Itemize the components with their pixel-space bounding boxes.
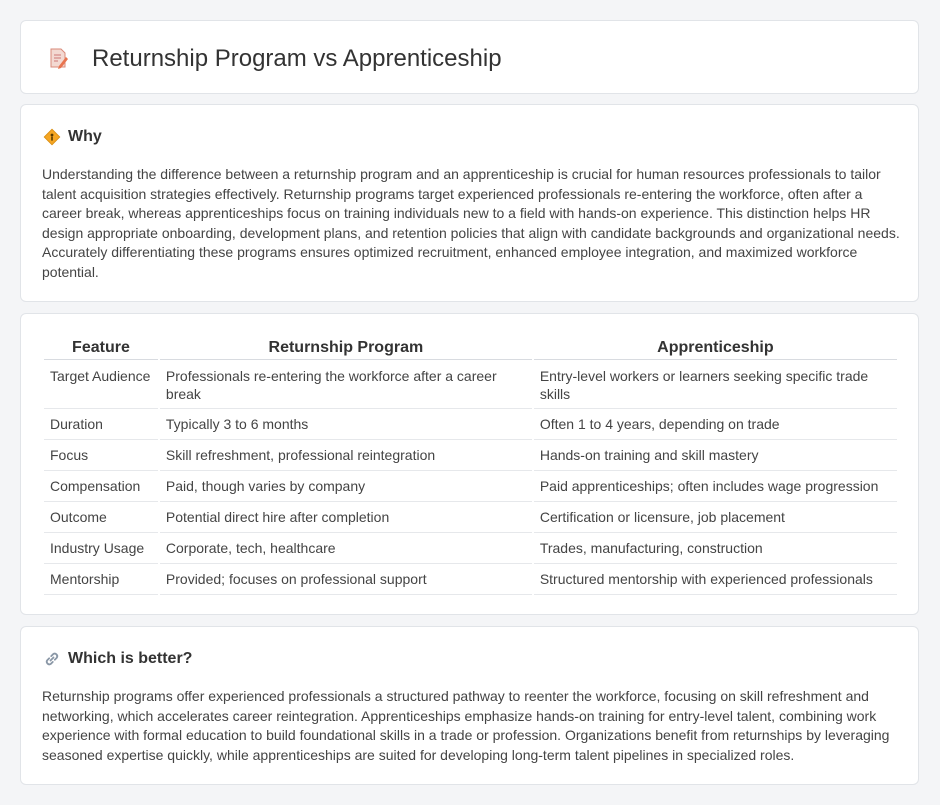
document-pencil-icon [47, 47, 69, 69]
comparison-table-card [20, 313, 919, 615]
table-row [44, 409, 897, 440]
table-row [44, 471, 897, 502]
returnship-cell: Potential direct hire after completion [160, 502, 532, 533]
feature-cell: Mentorship [44, 564, 158, 595]
apprenticeship-cell: Paid apprenticeships; often includes wage progression [534, 471, 897, 502]
column-header-feature: Feature [44, 333, 158, 360]
table-row [44, 360, 897, 409]
which-is-better-section [20, 626, 919, 785]
column-header-apprenticeship: Apprenticeship [534, 333, 897, 360]
column-header-returnship: Returnship Program [160, 333, 532, 360]
page-title: Returnship Program vs Apprenticeship [92, 45, 502, 72]
returnship-cell: Typically 3 to 6 months [160, 409, 532, 440]
feature-cell: Target Audience [44, 360, 158, 409]
returnship-cell: Corporate, tech, healthcare [160, 533, 532, 564]
table-row [44, 440, 897, 471]
why-section [20, 104, 919, 302]
apprenticeship-cell: Entry-level workers or learners seeking specific trade skills [534, 360, 897, 409]
feature-cell: Industry Usage [44, 533, 158, 564]
returnship-cell: Provided; focuses on professional support [160, 564, 532, 595]
feature-cell: Focus [44, 440, 158, 471]
apprenticeship-cell: Often 1 to 4 years, depending on trade [534, 409, 897, 440]
feature-cell: Outcome [44, 502, 158, 533]
table-row [44, 533, 897, 564]
why-heading: Why [68, 128, 102, 145]
feature-cell: Compensation [44, 471, 158, 502]
returnship-cell: Skill refreshment, professional reintegration [160, 440, 532, 471]
returnship-cell: Professionals re-entering the workforce after a career break [160, 360, 532, 409]
apprenticeship-cell: Hands-on training and skill mastery [534, 440, 897, 471]
which-is-better-text: Returnship programs offer experienced professionals a structured pathway to reenter the workforce, focusing on skill refreshment and networking, which accelerates career reintegration. Apprenticeships emphasize hands-on training for entry-level talent, combining work experience with formal education to build foundational skills in a trade or profession. Organizations benefit from returnships by leveraging seasoned expertise quickly, while apprenticeships are suited for developing long-term talent pipelines in specialized roles. [42, 688, 890, 763]
which-is-better-heading: Which is better? [68, 650, 193, 667]
link-icon [43, 650, 61, 668]
comparison-table [42, 333, 899, 595]
table-row [44, 564, 897, 595]
apprenticeship-cell: Trades, manufacturing, construction [534, 533, 897, 564]
header-card [20, 20, 919, 94]
why-text: Understanding the difference between a returnship program and an apprenticeship is crucial for human resources professionals to tailor talent acquisition strategies effectively. Returnship programs target experienced professionals re-entering the workforce, often after a career break, whereas apprenticeships focus on training individuals new to a field with hands-on experience. This distinction helps HR design appropriate onboarding, development plans, and retention policies that align with candidate backgrounds and organizational needs. Accurately differentiating these programs ensures optimized recruitment, enhanced employee integration, and maximized workforce potential. [42, 166, 900, 280]
returnship-cell: Paid, though varies by company [160, 471, 532, 502]
table-row [44, 502, 897, 533]
apprenticeship-cell: Certification or licensure, job placement [534, 502, 897, 533]
apprenticeship-cell: Structured mentorship with experienced professionals [534, 564, 897, 595]
diamond-sign-icon [43, 128, 61, 146]
feature-cell: Duration [44, 409, 158, 440]
